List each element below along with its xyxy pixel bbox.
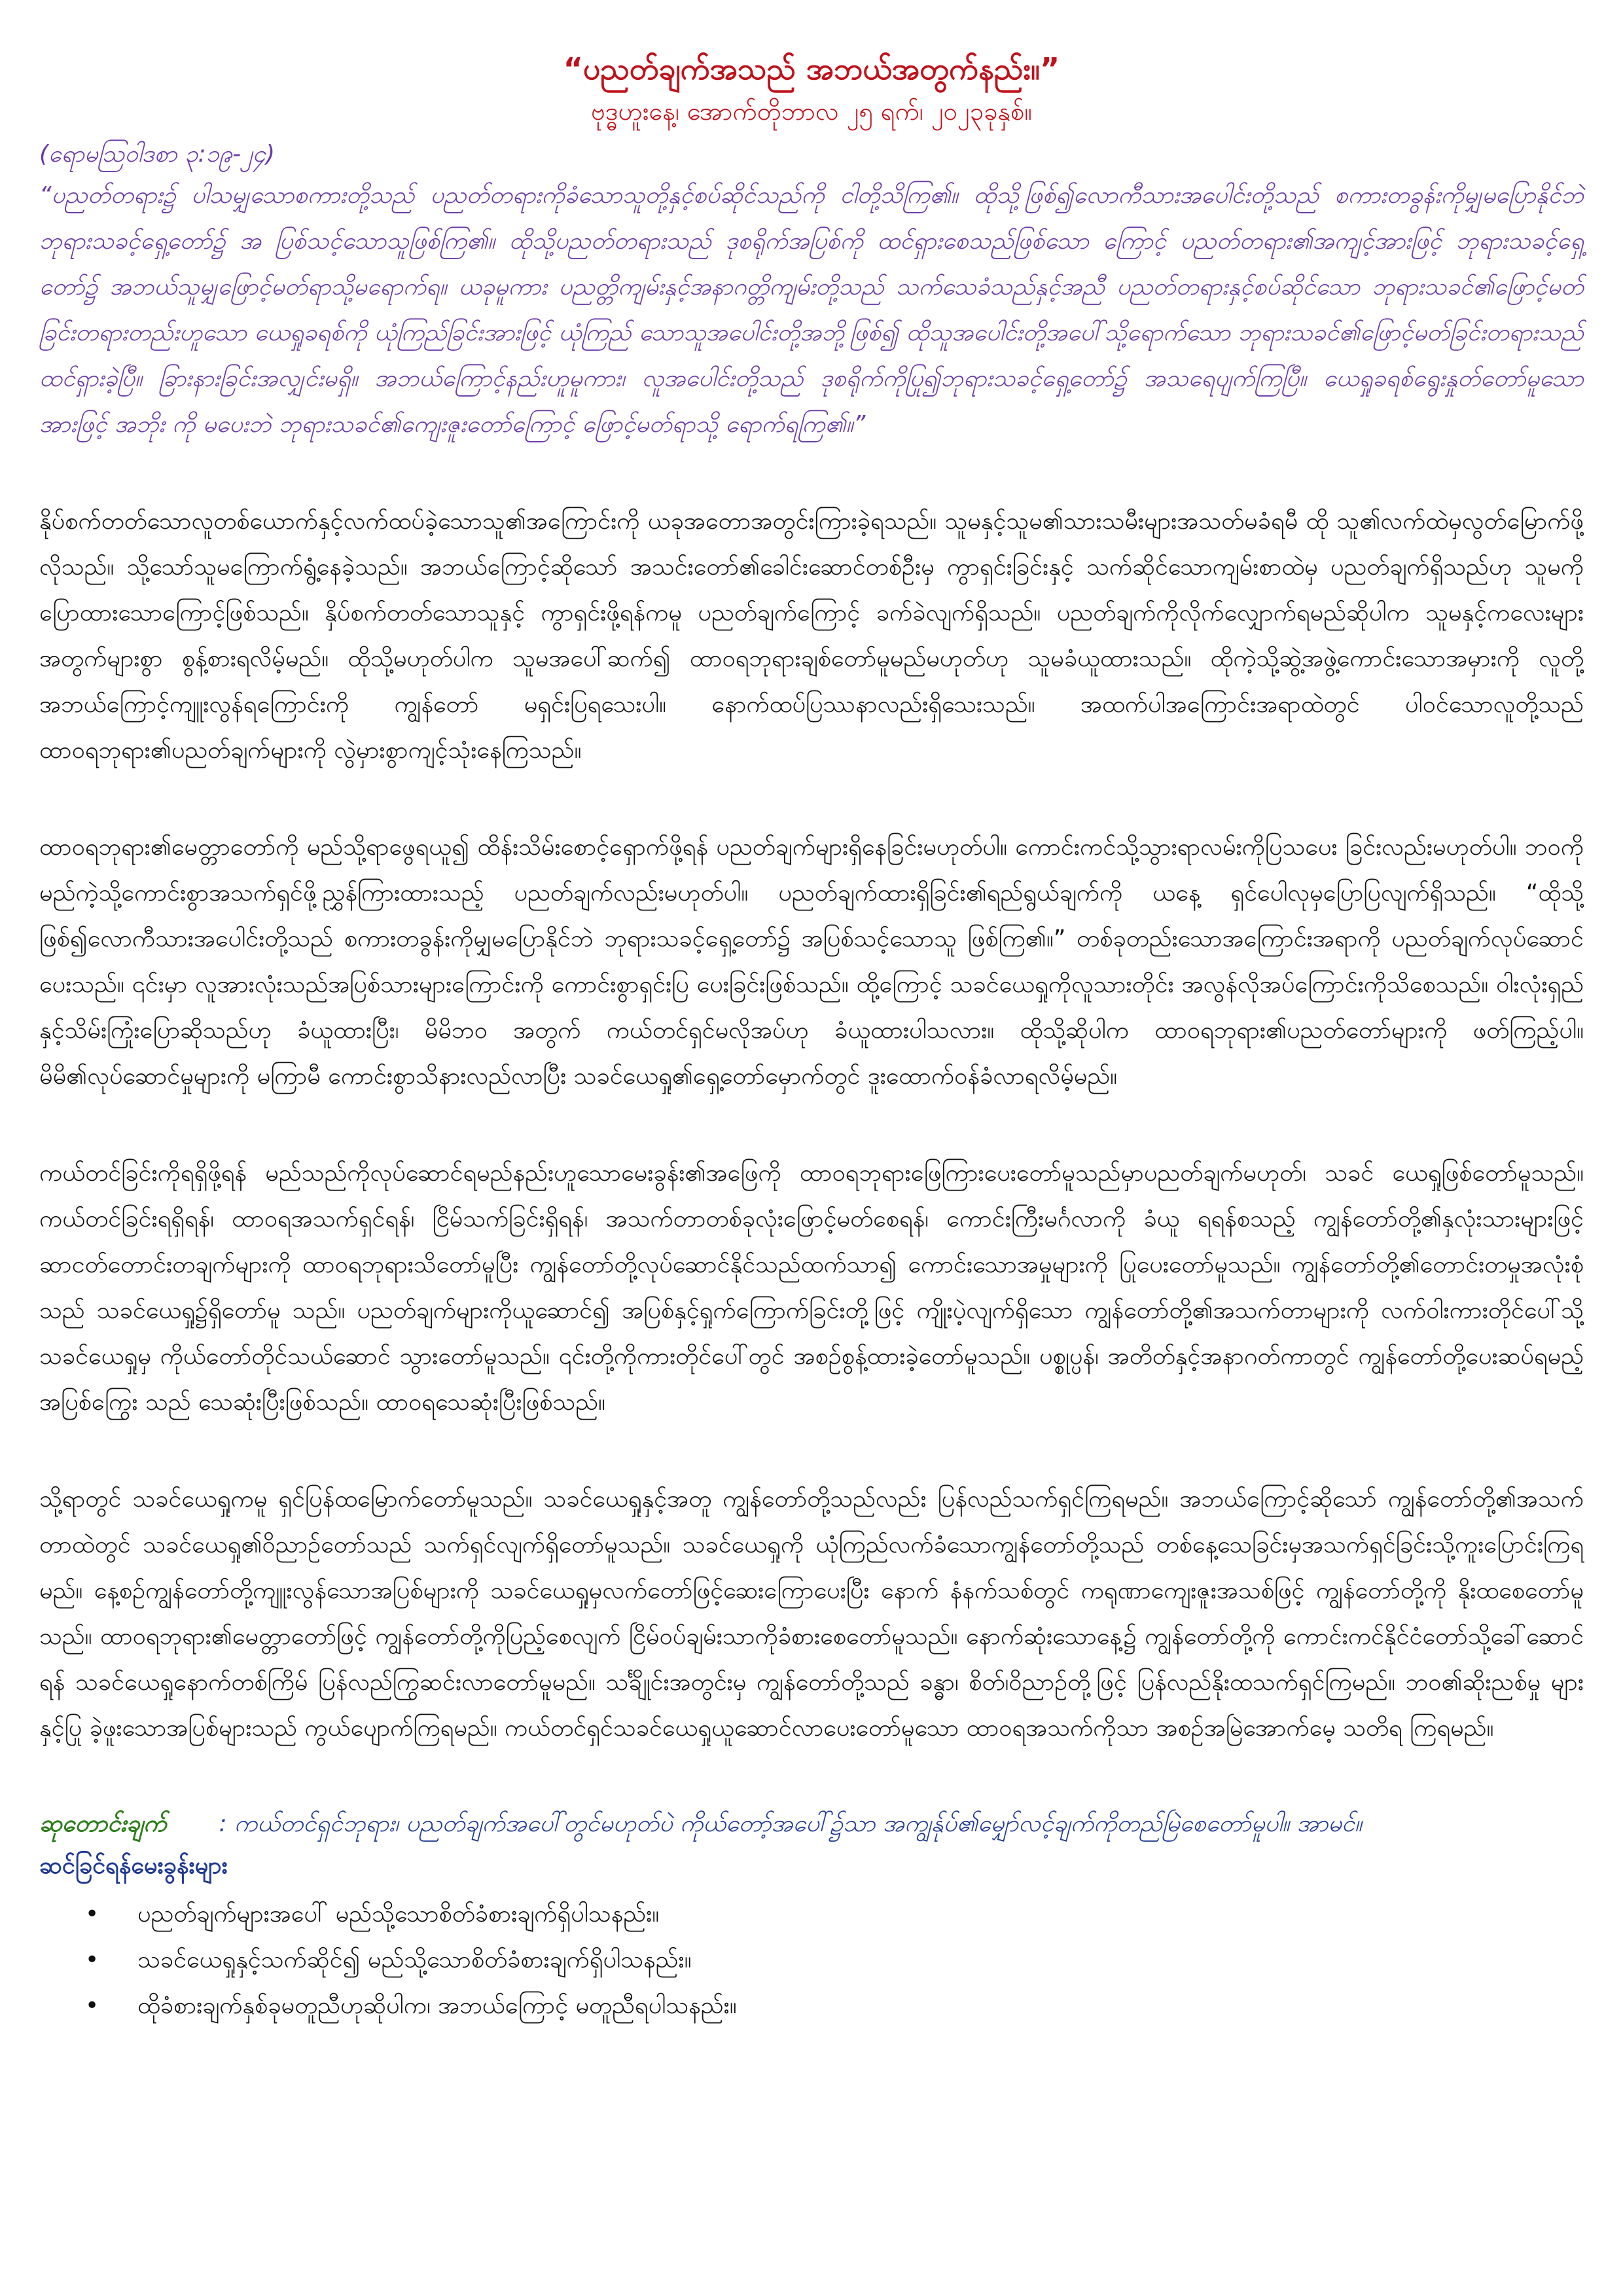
prayer-label: ဆုတောင်းချက် [39,1810,167,1837]
question-text: သခင်ယေရှုနှင့်သက်ဆိုင်၍ မည်သို့သောစိတ်ခံစားချက်ရှိပါသနည်း။ [137,1946,692,1973]
prayer-text: : ကယ်တင်ရှင်ဘုရား၊ ပညတ်ချက်အပေါ်တွင်မဟုတ်ပဲ ကိုယ်တော့်အပေါ်၌သာ အကျွန်ုပ်၏မျှော်လင့်ချက်ကိုတည်မြဲစေတော်မူပါ။ အာမင်။ [219,1810,1362,1837]
devotional-page [39,46,1584,2029]
date-line: ဗုဒ္ဓဟူးနေ့၊ အောက်တိုဘာလ ၂၅ ရက်၊ ၂၀၂၃ခုနှစ်။ [591,97,1032,126]
questions-list [39,1892,1584,2029]
body-paragraph-2: ထာဝရဘုရား၏မေတ္တာတော်ကို မည်သို့ရာဖွေရယူ၍ ထိန်းသိမ်းစောင့်ရှောက်ဖို့ရန် ပညတ်ချက်များရှိနေခြင်းမဟုတ်ပါ။ ကောင်းကင်သို့သွားရာလမ်းကိုပြသပေး ခြင်းလည်းမဟုတ်ပါ။ ဘဝကို မည်ကဲ့သို့ကောင်းစွာအသက်ရှင်ဖို့ညွှန်ကြားထားသည့် ပညတ်ချက်လည်းမဟုတ်ပါ။ ပညတ်ချက်ထားရှိခြင်း၏ရည်ရွယ်ချက်ကို ယနေ့ ရှင်ပေါလုမှပြောပြလျက်ရှိသည်။ “ထိုသို့ဖြစ်၍လောကီသားအပေါင်းတို့သည် စကားတခွန်းကိုမျှမပြောနိုင်ဘဲ ဘုရားသခင့်ရှေ့တော်၌ အပြစ်သင့်သောသူ ဖြစ်ကြ၏။” တစ်ခုတည်းသောအကြောင်းအရာကို ပညတ်ချက်လုပ်ဆောင်ပေးသည်။ ၎င်းမှာ လူအားလုံးသည်အပြစ်သားများကြောင်းကို ကောင်းစွာရှင်းပြ ပေးခြင်းဖြစ်သည်။ ထို့ကြောင့် သခင်ယေရှုကိုလူသားတိုင်း အလွန်လိုအပ်ကြောင်းကိုသိစေသည်။ ဝါးလုံးရှည်နှင့်သိမ်းကြုံးပြောဆိုသည်ဟု ခံယူထားပြီး၊ မိမိဘဝ အတွက် ကယ်တင်ရှင်မလိုအပ်ဟု ခံယူထားပါသလား။ ထိုသို့ဆိုပါက ထာဝရဘုရား၏ပညတ်တော်များကို ဖတ်ကြည့်ပါ။ မိမိ၏လုပ်ဆောင်မှုများကို မကြာမီ ကောင်းစွာသိနားလည်လာပြီး သခင်ယေရှု၏ရှေ့တော်မှောက်တွင် ဒူးထောက်ဝန်ခံလာရလိမ့်မည်။ [39,834,1584,1090]
question-item [85,1983,1584,2029]
prayer-section [39,1803,1584,1846]
scripture-reference: (ရောမသြဝါဒစာ ၃:၁၉-၂၄) [39,141,276,168]
question-text: ထိုခံစားချက်နှစ်ခုမတူညီဟုဆိုပါက၊ အဘယ်ကြောင့် မတူညီရပါသနည်း။ [137,1992,737,2019]
bullet-icon: • [85,1901,99,1928]
scripture-passage: “ပညတ်တရား၌ ပါသမျှသောစကားတို့သည် ပညတ်တရားကိုခံသောသူတို့နှင့်စပ်ဆိုင်သည်ကို ငါတို့သိကြ၏။ ထိုသို့ဖြစ်၍လောကီသားအပေါင်းတို့သည် စကားတခွန်းကိုမျှမပြောနိုင်ဘဲ ဘုရားသခင့်ရှေ့တော်၌ အ ပြစ်သင့်သောသူဖြစ်ကြ၏။ ထိုသို့ပညတ်တရားသည် ဒုစရိုက်အပြစ်ကို ထင်ရှားစေသည်ဖြစ်သော ကြောင့် ပညတ်တရား၏အကျင့်အားဖြင့် ဘုရားသခင့်ရှေ့တော်၌ အဘယ်သူမျှဖြောင့်မတ်ရာသို့မရောက်ရ။ ယခုမူကား ပညတ္တိကျမ်းနှင့်အနာဂတ္တိကျမ်းတို့သည် သက်သေခံသည်နှင့်အညီ ပညတ်တရားနှင့်စပ်ဆိုင်သော ဘုရားသခင်၏ဖြောင့်မတ်ခြင်းတရားတည်းဟူသော ယေရှုခရစ်ကို ယုံကြည်ခြင်းအားဖြင့် ယုံကြည် သောသူအပေါင်းတို့အဘို့ဖြစ်၍ ထိုသူအပေါင်းတို့အပေါ်သို့ရောက်သော ဘုရားသခင်၏ဖြောင့်မတ်ခြင်းတရားသည် ထင်ရှားခဲ့ပြီ။ ခြားနားခြင်းအလျှင်းမရှိ။ အဘယ်ကြောင့်နည်းဟူမူကား၊ လူအပေါင်းတို့သည် ဒုစရိုက်ကိုပြု၍ဘုရားသခင့်ရှေ့တော်၌ အသရေပျက်ကြပြီ။ ယေရှုခရစ်ရွေးနှုတ်တော်မူသောအားဖြင့် အဘိုး ကို မပေးဘဲ ဘုရားသခင်၏ကျေးဇူးတော်ကြောင့် ဖြောင့်မတ်ရာသို့ ရောက်ရကြ၏။” [39,182,1584,438]
body-paragraph-3: ကယ်တင်ခြင်းကိုရရှိဖို့ရန် မည်သည်ကိုလုပ်ဆောင်ရမည်နည်းဟူသောမေးခွန်း၏အဖြေကို ထာဝရဘုရားဖြေကြားပေးတော်မူသည်မှာပညတ်ချက်မဟုတ်၊ သခင် ယေရှုဖြစ်တော်မူသည်။ ကယ်တင်ခြင်းရရှိရန်၊ ထာဝရအသက်ရှင်ရန်၊ ငြိမ်သက်ခြင်းရှိရန်၊ အသက်တာတစ်ခုလုံးဖြောင့်မတ်စေရန်၊ ကောင်းကြီးမင်္ဂလာကို ခံယူ ရရန်စသည့် ကျွန်တော်တို့၏နှလုံးသားများဖြင့် ဆာငတ်တောင်းတချက်များကို ထာဝရဘုရားသိတော်မူပြီး ကျွန်တော်တို့လုပ်ဆောင်နိုင်သည်ထက်သာ၍ ကောင်းသောအမှုများကို ပြုပေးတော်မူသည်။ ကျွန်တော်တို့၏တောင်းတမှုအလုံးစုံသည် သခင်ယေရှု၌ရှိတော်မူ သည်။ ပညတ်ချက်များကိုယူဆောင်၍ အပြစ်နှင့်ရှုက်ကြောက်ခြင်းတို့ဖြင့် ကျိုးပဲ့လျက်ရှိသော ကျွန်တော်တို့၏အသက်တာများကို လက်ဝါးကားတိုင်ပေါ်သို့ သခင်ယေရှုမှ ကိုယ်တော်တိုင်သယ်ဆောင် သွားတော်မူသည်။ ၎င်းတို့ကိုကားတိုင်ပေါ်တွင် အစဉ်စွန့်ထားခဲ့တော်မူသည်။ ပစ္စုပ္ပန်၊ အတိတ်နှင့်အနာဂတ်ကာတွင် ကျွန်တော်တို့ပေးဆပ်ရမည့် အပြစ်ကြွေး သည် သေဆုံးပြီးဖြစ်သည်။ ထာဝရသေဆုံးပြီးဖြစ်သည်။ [39,1160,1584,1416]
bullet-icon: • [85,1946,99,1973]
body-paragraph-4: သို့ရာတွင် သခင်ယေရှုကမူ ရှင်ပြန်ထမြောက်တော်မူသည်။ သခင်ယေရှုနှင့်အတူ ကျွန်တော်တို့သည်လည်း ပြန်လည်သက်ရှင်ကြရမည်။ အဘယ်ကြောင့်ဆိုသော် ကျွန်တော်တို့၏အသက်တာထဲတွင် သခင်ယေရှု၏ဝိညာဉ်တော်သည် သက်ရှင်လျက်ရှိတော်မူသည်။ သခင်ယေရှုကို ယုံကြည်လက်ခံသောကျွန်တော်တို့သည် တစ်နေ့သေခြင်းမှအသက်ရှင်ခြင်းသို့ကူးပြောင်းကြရမည်။ နေ့စဉ်ကျွန်တော်တို့ကျူးလွန်သောအပြစ်များကို သခင်ယေရှုမှလက်တော်ဖြင့်ဆေးကြောပေးပြီး နောက် နံနက်သစ်တွင် ကရုဏာကျေးဇူးအသစ်ဖြင့် ကျွန်တော်တို့ကို နိုးထစေတော်မူသည်။ ထာဝရဘုရား၏မေတ္တာတော်ဖြင့် ကျွန်တော်တို့ကိုပြည့်စေလျက် ငြိမ်ဝပ်ချမ်းသာကိုခံစားစေတော်မူသည်။ နောက်ဆုံးသောနေ့၌ ကျွန်တော်တို့ကို ကောင်းကင်နိုင်ငံတော်သို့ခေါ်ဆောင်ရန် သခင်ယေရှုနောက်တစ်ကြိမ် ပြန်လည်ကြွဆင်းလာတော်မူမည်။ သင်္ချိုင်းအတွင်းမှ ကျွန်တော်တို့သည် ခန္ဓာ၊ စိတ်၊ဝိညာဉ်တို့ဖြင့် ပြန်လည်နိုးထသက်ရှင်ကြမည်။ ဘဝ၏ဆိုးညစ်မှု များနှင့်ပြု ခဲ့ဖူးသောအပြစ်များသည် ကွယ်ပျောက်ကြရမည်။ ကယ်တင်ရှင်သခင်ယေရှုယူဆောင်လာပေးတော်မူသော ထာဝရအသက်ကိုသာ အစဉ်အမြဲအောက်မေ့ သတိရ ကြရမည်။ [39,1486,1584,1742]
question-item [85,1937,1584,1983]
questions-heading: ဆင်ခြင်ရန်မေးခွန်းများ [39,1852,228,1879]
bullet-icon: • [85,1992,99,2019]
question-text: ပညတ်ချက်များအပေါ် မည်သို့သောစိတ်ခံစားချက်ရှိပါသနည်း။ [137,1901,660,1928]
page-title: “ပညတ်ချက်အသည် အဘယ်အတွက်နည်း။” [563,51,1060,86]
question-item [85,1892,1584,1937]
body-paragraph-1: နိုပ်စက်တတ်သောလူတစ်ယောက်နှင့်လက်ထပ်ခဲ့သောသူ၏အကြောင်းကို ယခုအတောအတွင်းကြားခဲ့ရသည်။ သူမနှင့်သူမ၏သားသမီးများအသတ်မခံရမီ ထို သူ၏လက်ထဲမှလွတ်မြောက်ဖို့လိုသည်။ သို့သော်သူမကြောက်ရွံ့နေခဲ့သည်။ အဘယ်ကြောင့်ဆိုသော် အသင်းတော်၏ခေါင်းဆောင်တစ်ဦးမှ ကွာရှင်းခြင်းနှင့် သက်ဆိုင်သောကျမ်းစာထဲမှ ပညတ်ချက်ရှိသည်ဟု သူမကိုပြောထားသောကြောင့်ဖြစ်သည်။ နှိပ်စက်တတ်သောသူနှင့် ကွာရှင်းဖို့ရန်ကမူ ပညတ်ချက်ကြောင့် ခက်ခဲလျက်ရှိသည်။ ပညတ်ချက်ကိုလိုက်လျှောက်ရမည်ဆိုပါက သူမနှင့်ကလေးများအတွက်များစွာ စွန့်စားရလိမ့်မည်။ ထိုသို့မဟုတ်ပါက သူမအပေါ်ဆက်၍ ထာဝရဘုရားချစ်တော်မူမည်မဟုတ်ဟု သူမခံယူထားသည်။ ထိုကဲ့သို့ဆွဲ့အဖွဲ့ကောင်းသောအမှားကို လူတို့အဘယ်ကြောင့်ကျူးလွန်ရကြောင်းကို ကျွန်တော် မရှင်းပြရသေးပါ။ နောက်ထပ်ပြဿနာလည်းရှိသေးသည်။ အထက်ပါအကြောင်းအရာထဲတွင် ပါဝင်သောလူတို့သည် ထာဝရဘုရား၏ပညတ်ချက်များကို လွဲမှားစွာကျင့်သုံးနေကြသည်။ [39,508,1584,764]
